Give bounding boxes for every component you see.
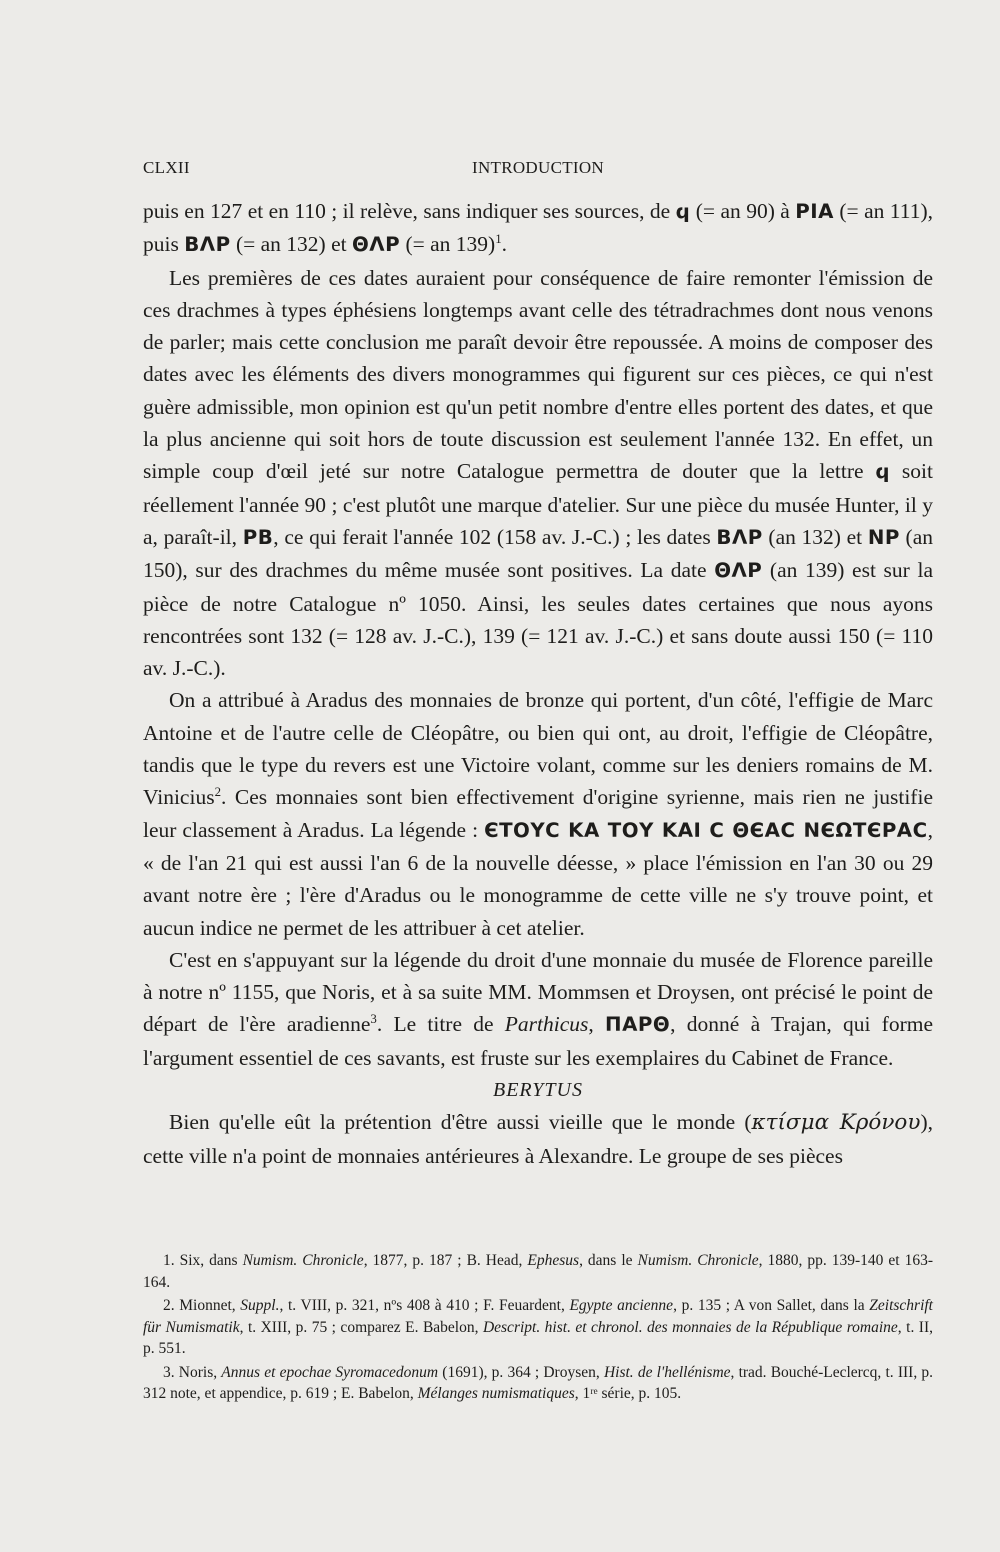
italic-title: Hist. de l'hellénisme bbox=[603, 1363, 731, 1381]
text-run: . Le titre de bbox=[376, 1012, 505, 1037]
greek-date-np: NP bbox=[867, 525, 900, 549]
text-run: , ce qui ferait l'année 102 (158 av. J.-C.) ; les dates bbox=[273, 524, 717, 549]
page-folio: CLXII bbox=[143, 158, 190, 177]
text-run: C'est en s'appuyant sur la légende du droit d'une monnaie du musée de Florence pareille à notre nº 1155, que Noris, et à sa suite MM. Mommsen et Droysen, ont précisé le point de départ de l'ère aradienne bbox=[143, 947, 933, 1037]
text-run: On a attribué à Aradus des monnaies de bronze qui portent, d'un côté, l'effigie de Marc Antoine et de l'autre celle de Cléopâtre, ou bien qui ont, au droit, l'effigie de Cléopâtre, tandis que le type du revers est une Victoire volant, comme sur les deniers romains de M. Vinicius bbox=[143, 688, 933, 810]
greek-date-pb: PB bbox=[242, 525, 274, 549]
text-run: (an 150), sur des drachmes du même musée sont positives. La date bbox=[143, 524, 934, 583]
text-run: , p. 135 ; A von Sallet, dans la bbox=[673, 1297, 870, 1314]
footnote-3 bbox=[143, 1362, 933, 1405]
italic-title: Egypte ancienne bbox=[569, 1297, 674, 1314]
text-run: Les premières de ces dates auraient pour conséquence de faire remonter l'émission de ces drachmes à types éphésiens longtemps avant celle des tétradrachmes dont nous venons de parler; mais cette conclusion me paraît devoir être repoussée. A moins de composer des dates avec les éléments des divers monogrammes qui figurent sur ces pièces, ce qui n'est guère admissible, mon opinion est qu'un petit nombre d'entre elles portent des dates, et que la plus ancienne qui soit hors de toute discussion est seulement l'année 132. En effet, un simple coup d'œil jeté sur notre Catalogue permettra de douter que la lettre bbox=[143, 265, 933, 484]
text-run: , 1ʳᵉ série, p. 105. bbox=[574, 1385, 682, 1402]
footnote-ref-1: 1 bbox=[495, 232, 502, 247]
greek-date-pia: PIA bbox=[795, 200, 834, 223]
greek-phrase: κτίσμα Κρόνου bbox=[751, 1110, 921, 1136]
body-text bbox=[143, 195, 933, 1172]
paragraph-1 bbox=[143, 195, 933, 262]
italic-title: Suppl. bbox=[240, 1297, 280, 1314]
text-run: 2. Mionnet, bbox=[163, 1297, 241, 1314]
greek-date-koppa: ϥ bbox=[675, 200, 691, 223]
greek-date-thap: ΘΛP bbox=[714, 559, 763, 583]
italic-title: Numism. Chronicle bbox=[242, 1252, 364, 1269]
text-run: , « de l'an 21 qui est aussi l'an 6 de la nouvelle déesse, » place l'émission en l'an 30 ou 29 avant notre ère ; l'ère d'Aradus ou le monogramme de cette ville ne s'y trouve point, et aucun indice ne permet de les attribuer à cet atelier. bbox=[143, 817, 933, 940]
italic-term: Parthicus bbox=[504, 1012, 589, 1037]
text-run: , donné à Trajan, qui forme l'argument essentiel de ces savants, est fruste sur les exemplaires du Cabinet de France. bbox=[143, 1012, 933, 1070]
text-run: 3. Noris, bbox=[163, 1363, 222, 1381]
text-run: (= an 139) bbox=[400, 232, 496, 257]
text-run: , t. II, p. 551. bbox=[143, 1318, 933, 1357]
greek-date-thap: ΘΛP bbox=[351, 233, 401, 257]
text-run: Bien qu'elle eût la prétention d'être aussi vieille que le monde ( bbox=[169, 1110, 752, 1135]
greek-date-koppa: ϥ bbox=[875, 460, 891, 484]
italic-title: Numism. Chronicle bbox=[637, 1252, 759, 1269]
footnote-1 bbox=[143, 1250, 933, 1293]
italic-title: Zeitschrift für Numismatik bbox=[143, 1297, 933, 1336]
text-run: (= an 132) et bbox=[230, 232, 352, 257]
text-run: 1. Six, dans bbox=[163, 1252, 243, 1269]
footnote-ref-2: 2 bbox=[214, 785, 222, 800]
text-run: (an 132) et bbox=[762, 524, 868, 549]
text-run: puis en 127 et en 110 ; il relève, sans indiquer ses sources, de bbox=[143, 199, 676, 223]
footnote-2 bbox=[143, 1295, 933, 1360]
text-run: , t. VIII, p. 321, nºs 408 à 410 ; F. Feuardent, bbox=[279, 1297, 570, 1314]
text-run: , t. XIII, p. 75 ; comparez E. Babelon, bbox=[239, 1318, 483, 1336]
text-run: , dans le bbox=[579, 1252, 638, 1269]
section-heading: BERYTUS bbox=[493, 1079, 583, 1102]
paragraph-2 bbox=[143, 262, 933, 685]
text-run: (1691), p. 364 ; Droysen, bbox=[438, 1363, 604, 1381]
paragraph-5 bbox=[143, 1106, 933, 1172]
text-run: , 1880, pp. 139-140 et 163-164. bbox=[143, 1252, 934, 1291]
greek-date-bap: BΛP bbox=[184, 233, 231, 257]
text-run: (= an 90) à bbox=[690, 199, 796, 223]
running-head bbox=[143, 158, 933, 182]
italic-title: Descript. hist. et chronol. des monnaies de la République romaine bbox=[482, 1318, 898, 1336]
paragraph-4 bbox=[143, 944, 933, 1074]
text-run: , trad. Bouché-Leclercq, t. III, p. 312 note, et appendice, p. 619 ; E. Babelon, bbox=[143, 1363, 933, 1402]
italic-title: Mélanges numismatiques bbox=[417, 1385, 575, 1402]
italic-title: Ephesus bbox=[527, 1252, 580, 1269]
text-run: , 1877, p. 187 ; B. Head, bbox=[363, 1252, 528, 1269]
running-title: INTRODUCTION bbox=[471, 158, 605, 177]
text-run: soit réellement l'année 90 ; c'est plutôt une marque d'atelier. Sur une pièce du musée Hunter, il y a, paraît-il, bbox=[143, 459, 933, 549]
text-run: , bbox=[588, 1012, 606, 1037]
text-run: (= an 111), puis bbox=[143, 199, 933, 257]
text-run: . bbox=[501, 232, 508, 257]
text-run: (an 139) est sur la pièce de notre Catalogue nº 1050. Ainsi, les seules dates certaines que nous ayons rencontrées sont 132 (= 128 av. J.-C.), 139 (= 121 av. J.-C.) et sans doute aussi 150 (= 110 av. J.-C.). bbox=[143, 558, 933, 681]
greek-title-parth: ΠΑΡΘ bbox=[605, 1013, 671, 1037]
text-run: . Ces monnaies sont bien effectivement d'origine syrienne, mais rien ne justifie leur classement à Aradus. La légende : bbox=[143, 785, 933, 842]
footnote-ref-3: 3 bbox=[370, 1012, 377, 1027]
greek-legend: ЄΤΟΥC ΚΑ ΤΟΥ ΚΑΙ C ΘЄΑC ΝЄΩΤЄΡΑC bbox=[484, 818, 928, 842]
footnotes bbox=[143, 1250, 933, 1407]
paragraph-3 bbox=[143, 684, 933, 943]
text-run: ), cette ville n'a point de monnaies antérieures à Alexandre. Le groupe de ses pièces bbox=[143, 1110, 933, 1168]
greek-date-bap: BΛP bbox=[716, 525, 763, 549]
italic-title: Annus et epochae Syromacedonum bbox=[221, 1363, 439, 1381]
